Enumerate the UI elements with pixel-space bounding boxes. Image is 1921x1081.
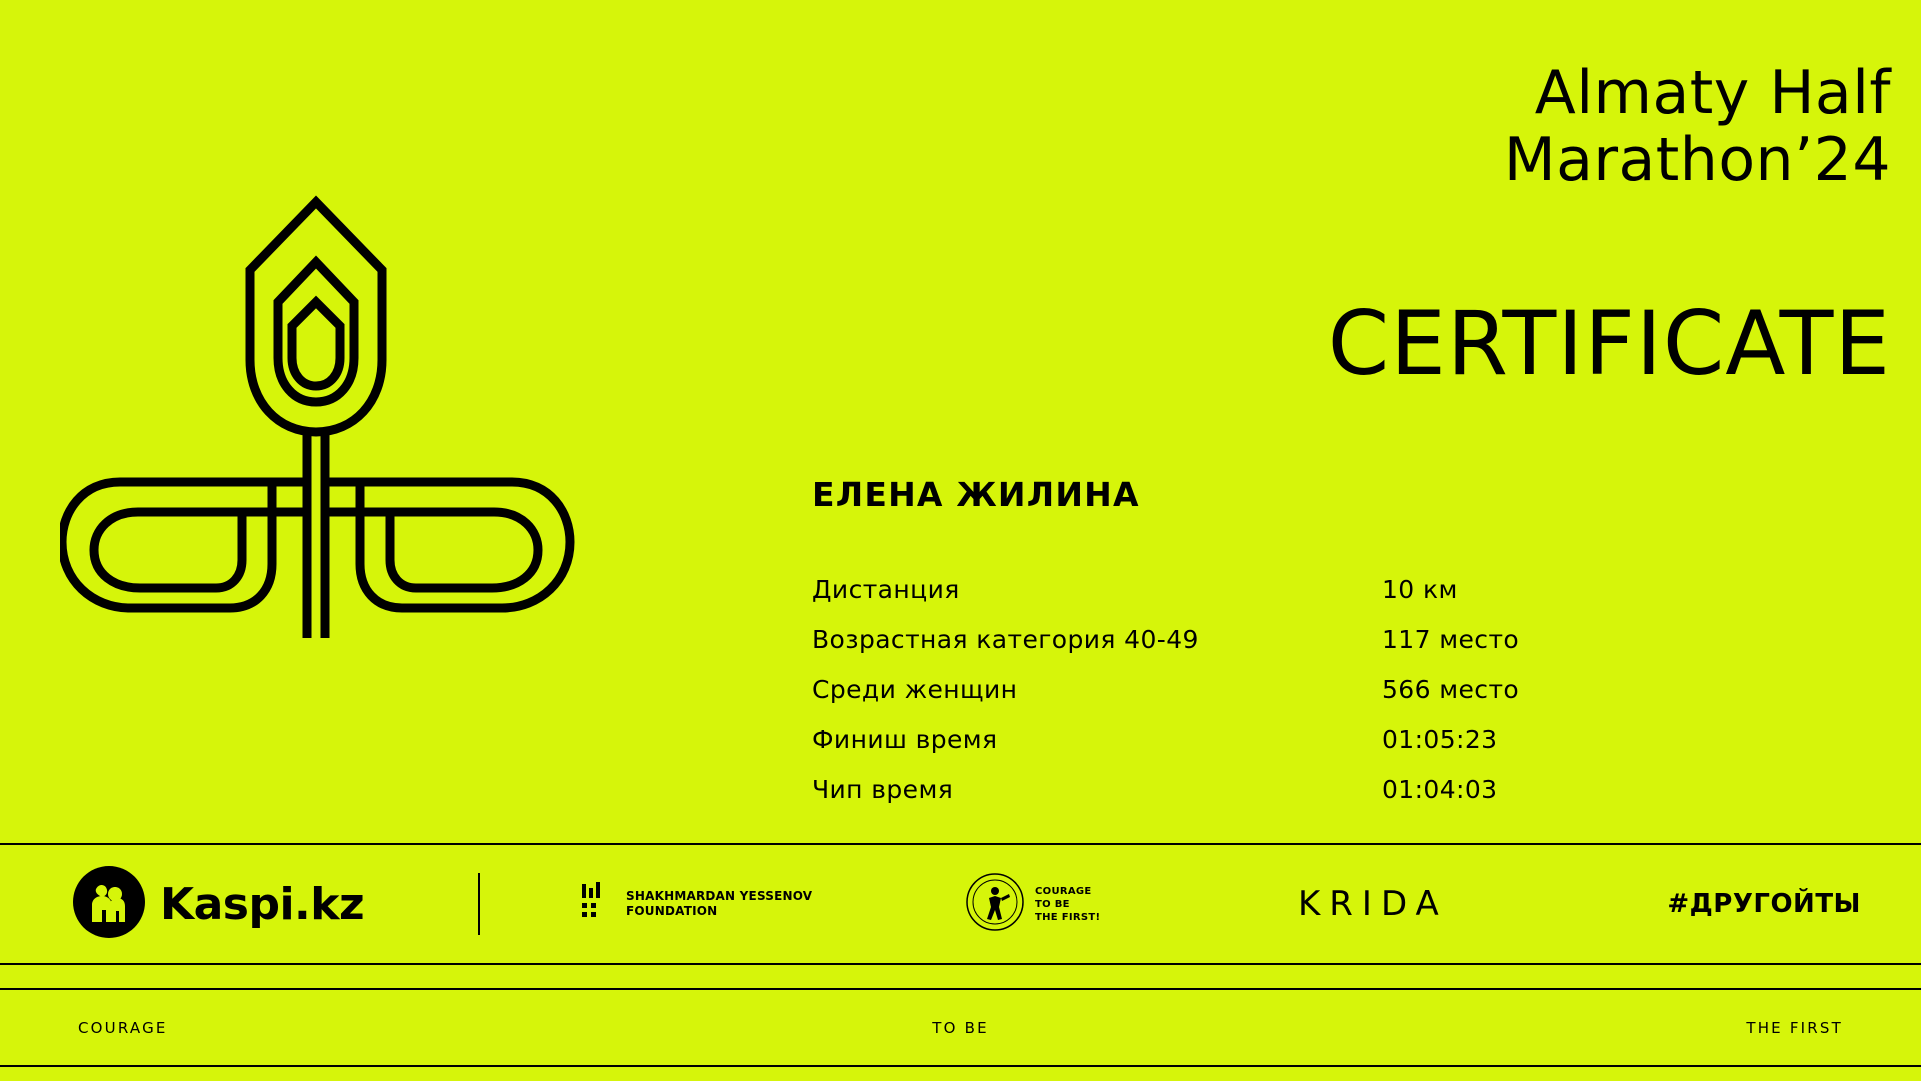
result-value: 566 место <box>1382 675 1520 704</box>
yessenov-line-2: FOUNDATION <box>626 904 718 918</box>
tulip-logo-icon <box>60 160 580 720</box>
footer-middle-text: TO BE <box>932 1018 989 1037</box>
result-value: 10 км <box>1382 575 1458 604</box>
sponsor-corporate-fund <box>965 845 1100 963</box>
table-row <box>812 775 1612 825</box>
result-value: 01:05:23 <box>1382 725 1498 754</box>
result-label: Чип время <box>812 775 954 804</box>
yessenov-line-1: SHAKHMARDAN YESSENOV <box>626 889 813 903</box>
result-label: Финиш время <box>812 725 998 754</box>
document-type-heading: CERTIFICATE <box>1327 292 1891 395</box>
sponsor-drugoity: #ДРУГОЙТЫ <box>1667 889 1861 919</box>
corporate-fund-wordmark <box>1035 885 1100 924</box>
table-row <box>812 575 1612 625</box>
yessenov-bars-icon <box>580 882 614 927</box>
corporate-fund-line-2: TO BE <box>1035 898 1070 910</box>
result-value: 01:04:03 <box>1382 775 1498 804</box>
divider-footer-bottom <box>0 1065 1921 1067</box>
table-row <box>812 625 1612 675</box>
sponsor-divider <box>478 873 480 935</box>
sponsor-yessenov <box>580 845 812 963</box>
kaspi-logo-icon <box>72 865 146 944</box>
event-title <box>791 60 1891 194</box>
corporate-fund-line-1: COURAGE <box>1035 885 1092 897</box>
result-value: 117 место <box>1382 625 1520 654</box>
footer-right-text: THE FIRST <box>1746 1018 1843 1037</box>
corporate-fund-line-3: THE FIRST! <box>1035 911 1101 923</box>
kaspi-wordmark: Kaspi.kz <box>160 878 365 930</box>
result-label: Возрастная категория 40-49 <box>812 625 1199 654</box>
result-label: Дистанция <box>812 575 960 604</box>
result-label: Среди женщин <box>812 675 1018 704</box>
sponsor-krida: KRIDA <box>1298 884 1448 924</box>
event-title-line-2: Marathon’24 <box>1503 125 1891 196</box>
table-row <box>812 675 1612 725</box>
yessenov-wordmark <box>626 889 812 919</box>
divider-below-sponsors <box>0 963 1921 965</box>
athlete-name: ЕЛЕНА ЖИЛИНА <box>812 475 1140 514</box>
footer-slogan <box>0 990 1921 1065</box>
corporate-fund-runner-icon <box>965 872 1025 937</box>
sponsor-band <box>0 845 1921 963</box>
footer-left-text: COURAGE <box>78 1018 168 1037</box>
event-title-line-1: Almaty Half <box>1534 58 1891 128</box>
table-row <box>812 725 1612 775</box>
results-table <box>812 575 1612 825</box>
sponsor-kaspi <box>72 845 364 963</box>
